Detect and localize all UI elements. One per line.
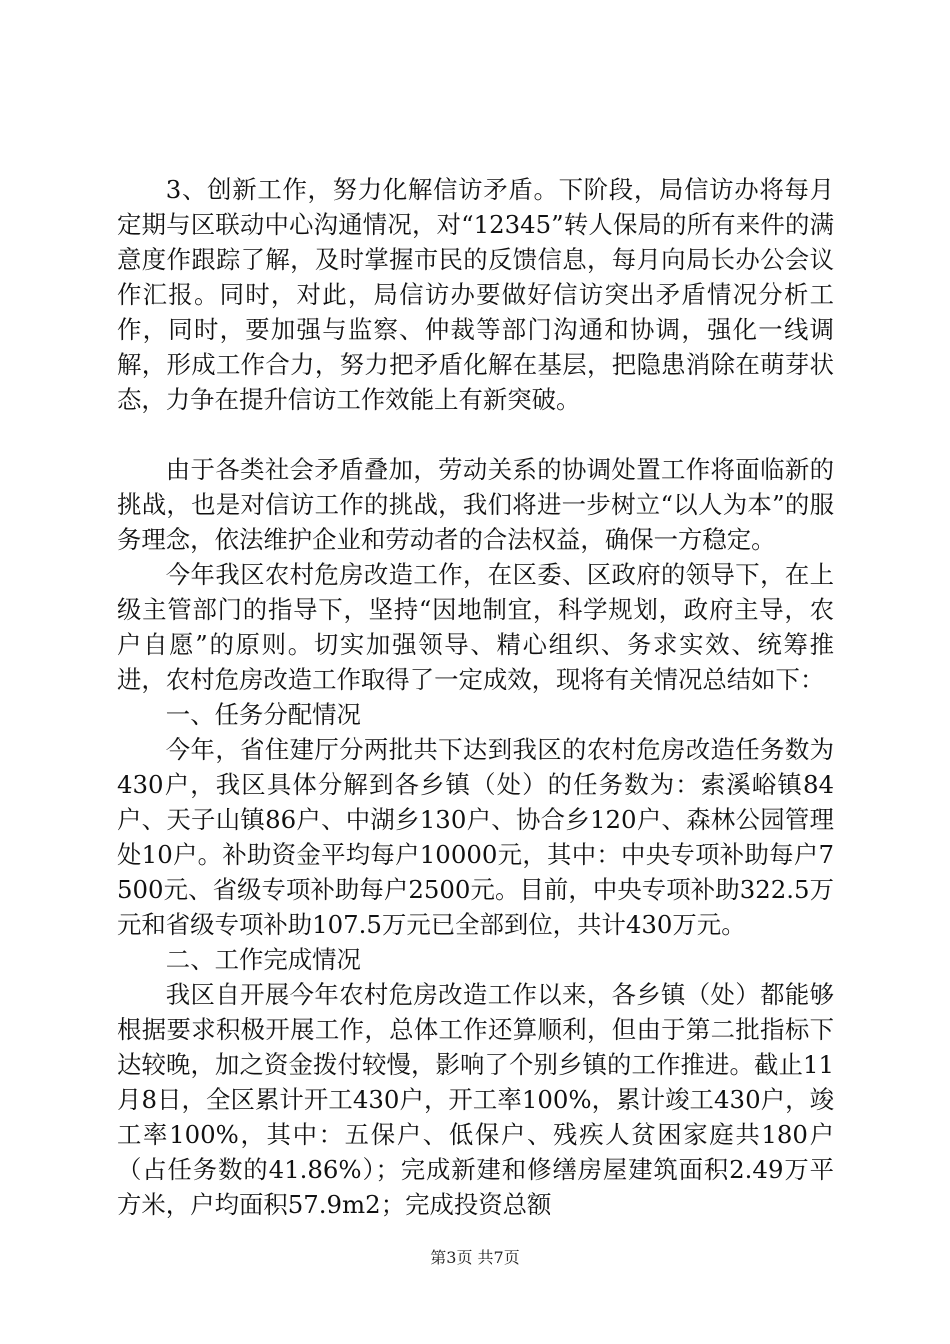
paragraph-social-contradictions: 由于各类社会矛盾叠加，劳动关系的协调处置工作将面临新的挑战，也是对信访工作的挑战，我们将进一步树立“以人为本”的服务理念，依法维护企业和劳动者的合法权益，确保一方稳定。	[117, 455, 834, 554]
paragraph-innovation-work: 3、创新工作，努力化解信访矛盾。下阶段，局信访办将每月定期与区联动中心沟通情况，对“12345”转人保局的所有来件的满意度作跟踪了解，及时掌握市民的反馈信息，每月向局长办公会议作汇报。同时，对此，局信访办要做好信访突出矛盾情况分析工作，同时，要加强与监察、仲裁等部门沟通和协调，强化一线调解，形成工作合力，努力把矛盾化解在基层，把隐患消除在萌芽状态，力争在提升信访工作效能上有新突破。	[117, 175, 834, 414]
section-heading-task-allocation: 一、任务分配情况	[165, 700, 361, 729]
document-body	[117, 172, 834, 1222]
paragraph-rural-housing-intro: 今年我区农村危房改造工作，在区委、区政府的领导下，在上级主管部门的指导下，坚持“因地制宜，科学规划，政府主导，农户自愿”的原则。切实加强领导、精心组织、务求实效、统筹推进，农村危房改造工作取得了一定成效，现将有关情况总结如下：	[117, 560, 834, 694]
paragraph-work-completion: 我区自开展今年农村危房改造工作以来，各乡镇（处）都能够根据要求积极开展工作，总体工作还算顺利，但由于第二批指标下达较晚，加之资金拨付较慢，影响了个别乡镇的工作推进。截止11月8日，全区累计开工430户，开工率100%，累计竣工430户，竣工率100%，其中：五保户、低保户、残疾人贫困家庭共180户（占任务数的41.86%）；完成新建和修缮房屋建筑面积2.49万平方米，户均面积57.9m2；完成投资总额	[117, 980, 834, 1219]
paragraph-task-allocation: 今年，省住建厅分两批共下达到我区的农村危房改造任务数为430户，我区具体分解到各乡镇（处）的任务数为：索溪峪镇84户、天子山镇86户、中湖乡130户、协合乡120户、森林公园管理处10户。补助资金平均每户10000元，其中：中央专项补助每户7500元、省级专项补助每户2500元。目前，中央专项补助322.5万元和省级专项补助107.5万元已全部到位，共计430万元。	[117, 735, 834, 939]
page-number-footer: 第3页 共7页	[430, 1248, 520, 1267]
section-heading-work-completion: 二、工作完成情况	[165, 945, 361, 974]
